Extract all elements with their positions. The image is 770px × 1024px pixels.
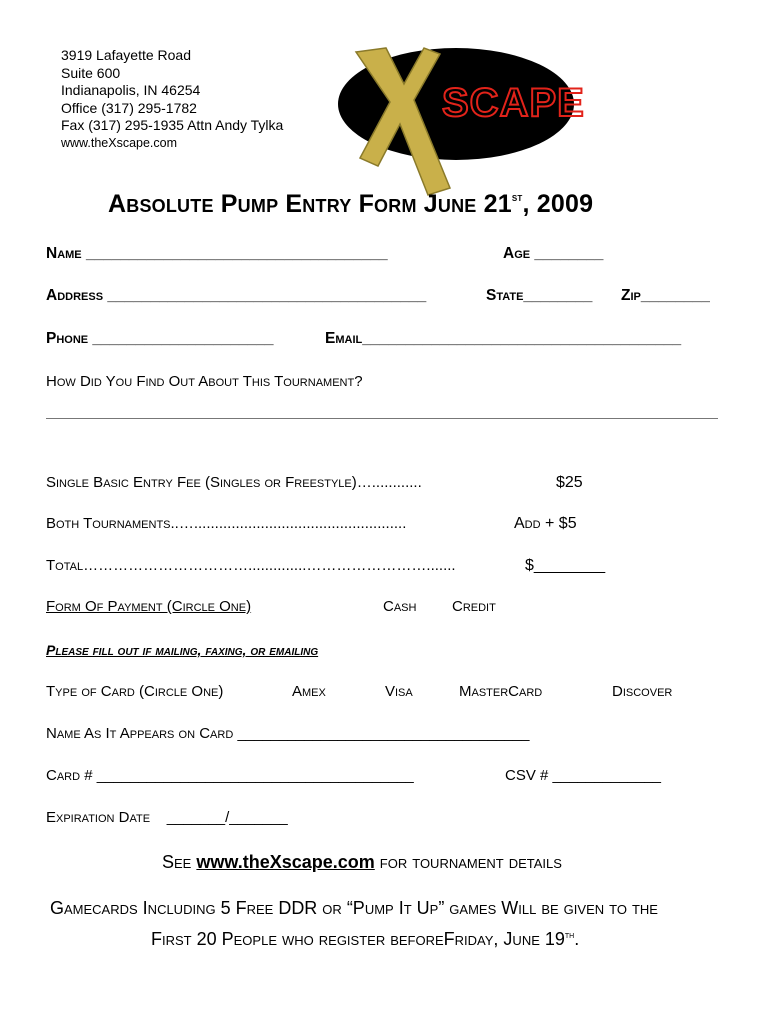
total-value-field[interactable]: $________ (525, 557, 606, 574)
zip-field[interactable]: Zip________ (621, 287, 710, 304)
card-name-field[interactable]: Name As It Appears on Card ___________________________________ (46, 725, 530, 742)
card-option-amex[interactable]: Amex (292, 683, 326, 700)
card-option-visa[interactable]: Visa (385, 683, 413, 700)
payment-form-label: Form Of Payment (Circle One) (46, 598, 252, 615)
name-field[interactable]: Name ___________________________________ (46, 245, 388, 262)
single-fee-label: Single Basic Entry Fee (Singles or Freestyle)…............ (46, 474, 422, 491)
how-found-answer-line[interactable] (46, 418, 718, 419)
see-website-line: See www.theXscape.com for tournament details (162, 852, 562, 872)
card-option-discover[interactable]: Discover (612, 683, 673, 700)
address-line: 3919 Lafayette Road (61, 47, 191, 63)
footer-website-link[interactable]: www.theXscape.com (196, 852, 375, 872)
both-fee-label: Both Tournaments..…................................................... (46, 515, 407, 532)
phone-field[interactable]: Phone _____________________ (46, 330, 274, 347)
office-phone: Office (317) 295-1782 (61, 99, 197, 116)
mailing-note: Please fill out if mailing, faxing, or emailing (46, 642, 319, 658)
csv-field[interactable]: CSV # _____________ (505, 767, 661, 784)
promo-line-2: First 20 People who register beforeFriday, June 19th. (151, 929, 580, 949)
card-type-label: Type of Card (Circle One) (46, 683, 224, 700)
logo-text: SCAPE (442, 81, 585, 125)
how-found-question: How Did You Find Out About This Tournament? (46, 373, 363, 390)
both-fee-value: Add + $5 (514, 515, 577, 532)
xscape-logo (328, 40, 590, 200)
promo-line-1: Gamecards Including 5 Free DDR or “Pump It Up” games Will be given to the (50, 898, 658, 918)
address-block (61, 47, 283, 152)
card-option-mastercard[interactable]: MasterCard (459, 683, 543, 700)
single-fee-value: $25 (556, 474, 583, 491)
address-line: Suite 600 (61, 64, 121, 81)
total-label: Total……………………………..............……………………....... (46, 557, 456, 574)
expiration-field[interactable]: Expiration Date _______/_______ (46, 809, 288, 826)
fax-number: Fax (317) 295-1935 Attn Andy Tylka (61, 117, 284, 133)
website-link[interactable]: www.theXscape.com (61, 135, 178, 150)
form-title: Absolute Pump Entry Form June 21st, 2009 (108, 190, 594, 218)
xscape-logo-graphic (328, 40, 590, 200)
age-field[interactable]: Age ________ (503, 245, 604, 262)
address-field[interactable]: Address _____________________________________ (46, 287, 427, 304)
state-field[interactable]: State________ (486, 287, 593, 304)
email-field[interactable]: Email_____________________________________ (325, 330, 682, 347)
payment-option-credit[interactable]: Credit (452, 598, 496, 615)
payment-option-cash[interactable]: Cash (383, 598, 417, 615)
address-line: Indianapolis, IN 46254 (61, 82, 201, 98)
card-number-field[interactable]: Card # ______________________________________ (46, 767, 414, 784)
